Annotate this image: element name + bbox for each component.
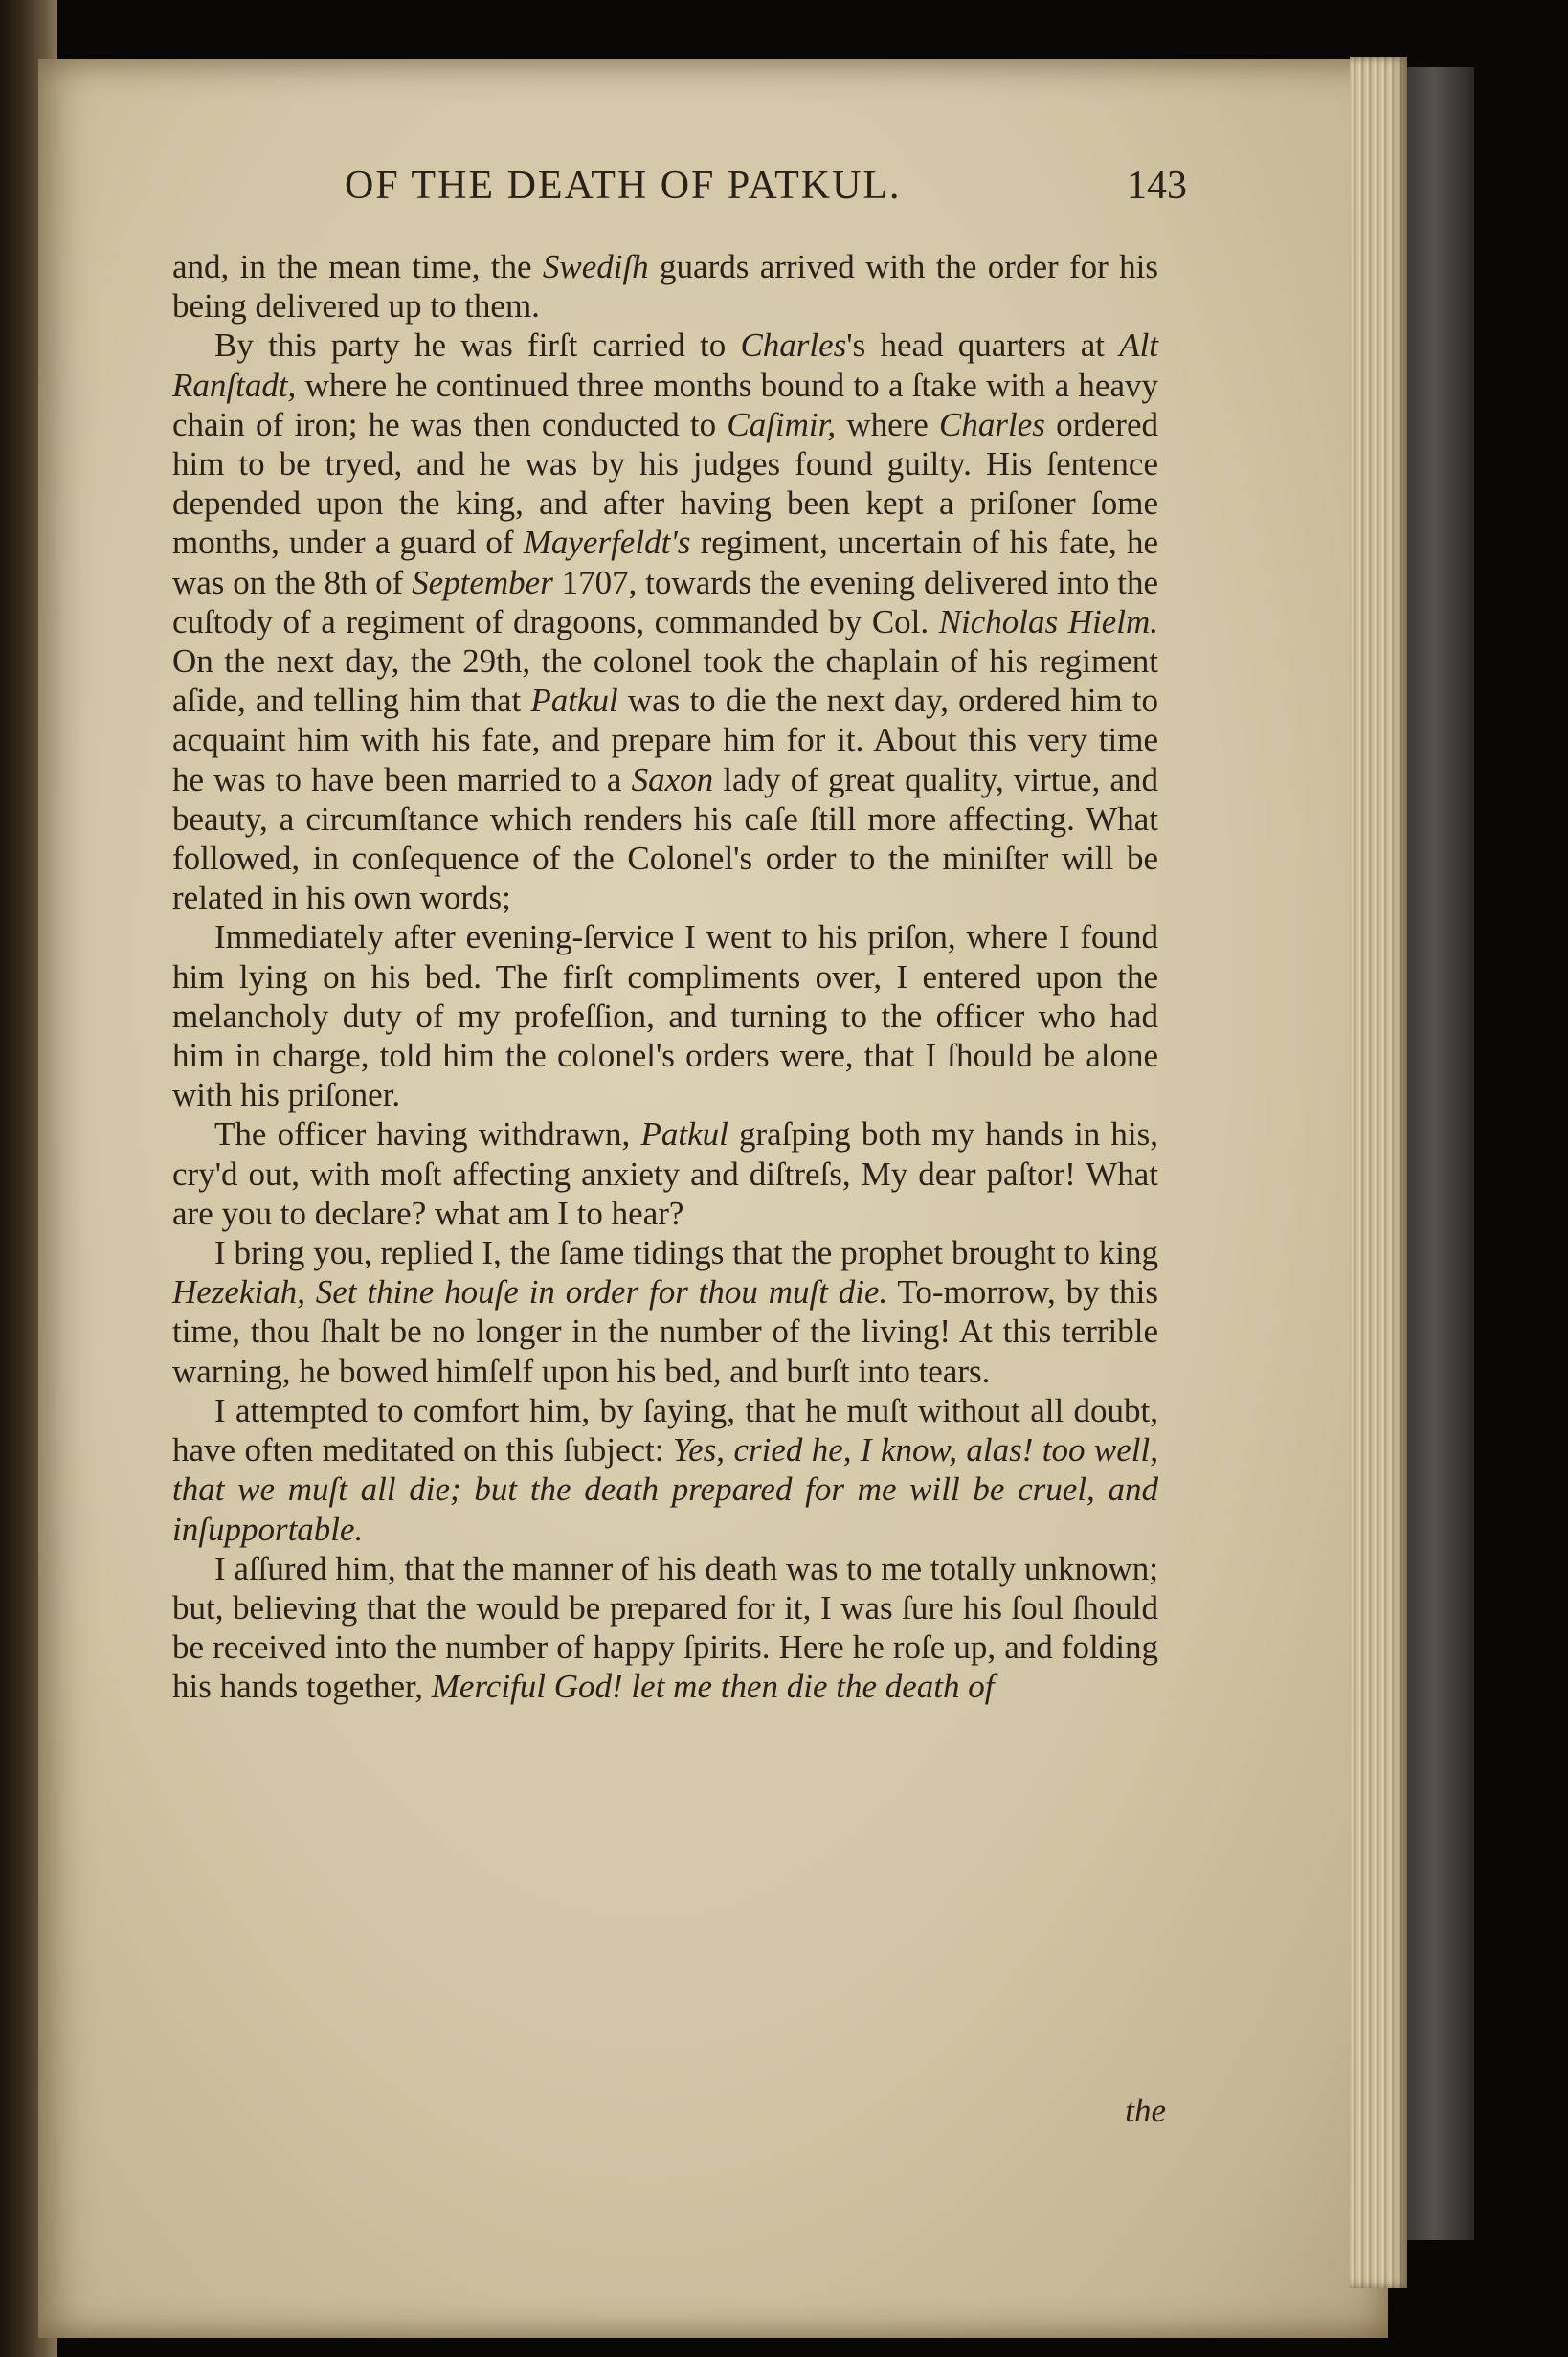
- catchword: the: [1125, 2092, 1166, 2129]
- text-run: where he continued three months bound to a ſtake with a heavy chain of iron; he was then conducted to: [172, 366, 1158, 443]
- paragraph: [172, 247, 1158, 325]
- text-run: To-morrow, by this time, thou ſhalt be no longer in the number of the living! At this terrible warning, he bowed himſelf upon his bed, and burſt into tears.: [172, 1273, 1158, 1390]
- italic-text: Alt Ranſtadt,: [172, 326, 1159, 404]
- text-run: 1707, towards the evening delivered into the cuſtody of a regiment of dragoons, commanded by Col.: [172, 563, 1158, 640]
- page-edges: [1350, 57, 1407, 2288]
- paragraph: [172, 917, 1158, 1114]
- text-run: On the next day, the 29th, the colonel took the chaplain of his regiment aſide, and telling him that: [172, 642, 1158, 720]
- body-text: [172, 247, 1158, 1707]
- text-run: I bring you, replied I, the ſame tidings that the prophet brought to king: [214, 1234, 1158, 1272]
- italic-text: Swediſh: [542, 248, 649, 285]
- text-run: 's head quarters at: [846, 326, 1120, 365]
- text-run: Immediately after evening-ſervice I went to his priſon, where I found him lying on his bed. The firſt compliments over, I entered upon the melancholy duty of my profeſſion, and turning to the officer who had him in charge, told him the colonel's orders were, that I ſhould be alone with his priſoner.: [172, 918, 1158, 1114]
- text-run: graſping both my hands in his, cry'd out, with moſt affecting anxiety and diſtreſs, My dear paſtor! What are you to declare? what am I to hear?: [172, 1115, 1158, 1232]
- italic-text: Caſimir,: [727, 405, 837, 443]
- page-header: [345, 163, 1187, 230]
- text-run: lady of great quality, virtue, and beauty, a circumſtance which renders his caſe ſtill more affecting. What followed, in conſequence of the Colonel's order to the miniſter will be related in his own words;: [172, 760, 1158, 917]
- italic-text: Mayerfeldt's: [523, 524, 691, 562]
- text-run: regiment, uncertain of his fate, he was on the 8th of: [172, 524, 1158, 601]
- paragraph: [172, 1233, 1158, 1391]
- text-run: was to die the next day, ordered him to acquaint him with his fate, and prepare him for it. About this very time he was to have been married to a: [172, 682, 1159, 798]
- text-run: where: [836, 405, 940, 443]
- paragraph: [172, 1549, 1158, 1707]
- paragraph: [172, 1391, 1158, 1549]
- text-run: The officer having withdrawn,: [214, 1115, 641, 1154]
- italic-text: Merciful God! let me then die the death of: [431, 1668, 995, 1706]
- text-run: By this party he was firſt carried to: [214, 326, 741, 365]
- text-run: ordered him to be tryed, and he was by his judges found guilty. His ſentence depended upon the king, and after having been kept a priſoner ſome months, under a guard of: [172, 405, 1158, 562]
- italic-text: September: [412, 563, 553, 601]
- text-run: I aſſured him, that the manner of his death was to me totally unknown; but, believing that the would be prepared for it, I was ſure his ſoul ſhould be received into the number of happy ſpirits. Here he roſe up, and folding his hands together,: [172, 1549, 1158, 1706]
- italic-text: Patkul: [640, 1115, 728, 1154]
- italic-text: Nicholas Hielm.: [938, 602, 1158, 640]
- italic-text: Charles: [939, 405, 1045, 443]
- italic-text: Patkul: [530, 682, 618, 720]
- paragraph: [172, 1114, 1158, 1233]
- paragraph: [172, 325, 1158, 917]
- page-number: 143: [1127, 164, 1187, 208]
- italic-text: Charles: [740, 326, 847, 365]
- text-run: and, in the mean time, the: [172, 248, 543, 285]
- text-run: I attempted to comfort him, by ſaying, that he muſt without all doubt, have often meditated on this ſubject:: [172, 1391, 1158, 1470]
- italic-text: Hezekiah, Set thine houſe in order for thou muſt die.: [172, 1273, 888, 1312]
- italic-text: Yes, cried he, I know, alas! too well, that we muſt all die; but the death prepared for me will be cruel, and inſupportable.: [172, 1431, 1158, 1548]
- running-head: OF THE DEATH OF PATKUL.: [345, 164, 902, 208]
- text-run: guards arrived with the order for his being delivered up to them.: [172, 248, 1159, 325]
- book-cover-edge: [1407, 67, 1474, 2240]
- italic-text: Saxon: [631, 760, 714, 798]
